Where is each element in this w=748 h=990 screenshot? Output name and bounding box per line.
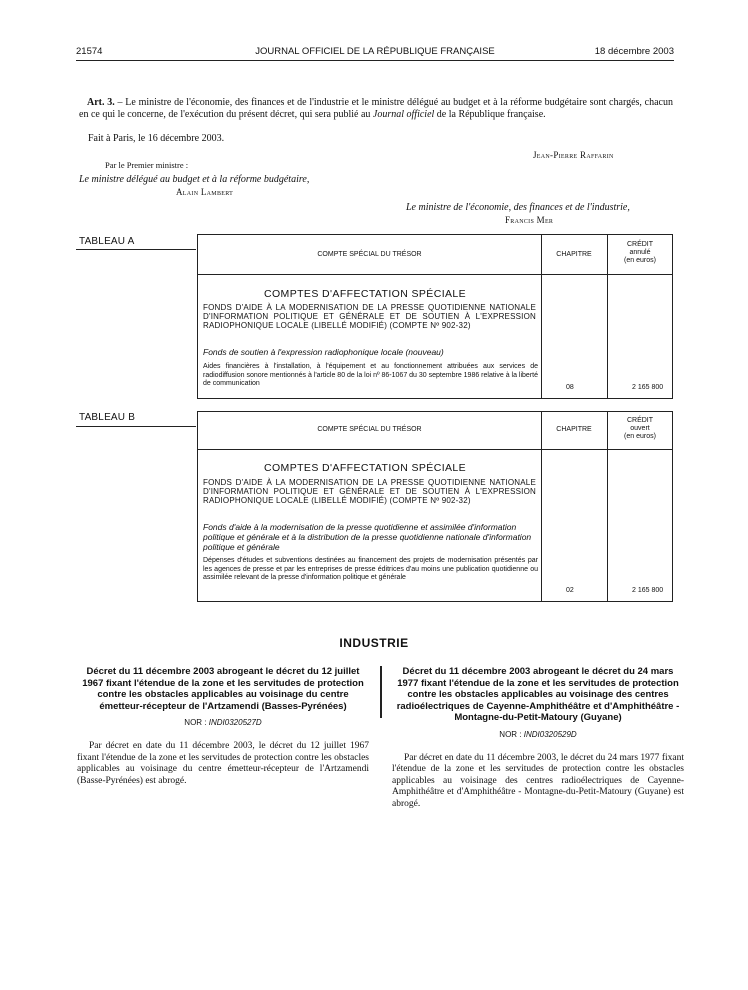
- par-le-premier-ministre: Par le Premier ministre :: [105, 160, 189, 170]
- tableau-a: [197, 234, 673, 399]
- article-3: [79, 97, 673, 121]
- chapitre-value: 02: [566, 587, 574, 594]
- article-number: Art. 3.: [87, 97, 115, 108]
- decret-body: Par décret en date du 11 décembre 2003, le décret du 12 juillet 1967 fixant l'étendue de la zone et les servitudes de protection contre les obstacles applicables au voisinage du centre émetteur-récepteur de l'Artzamendi (Basse-Pyrénées) est abrogé.: [77, 741, 369, 786]
- signature-economie: Francis Mer: [505, 215, 554, 225]
- tableau-a-label: TABLEAU A: [79, 236, 135, 247]
- signature-budget: Alain Lambert: [176, 187, 234, 197]
- header-compte: COMPTE SPÉCIAL DU TRÉSOR: [317, 426, 422, 433]
- tableau-b: [197, 411, 673, 602]
- aide-text: Dépenses d'études et subventions destinées au financement des projets de modernisation présentés par les agences de presse et par les entreprises de presse éditrices d'au moins une publication quotidienne ou assimilée relevant de la presse d'information politique et générale: [203, 557, 538, 581]
- fonds-italic: Fonds de soutien à l'expression radiophonique locale (nouveau): [203, 347, 444, 357]
- article-text-end: de la République française.: [434, 109, 546, 120]
- section-title: COMPTES D'AFFECTATION SPÉCIALE: [264, 288, 467, 300]
- page-header: [76, 46, 674, 60]
- section-industrie: INDUSTRIE: [339, 636, 409, 650]
- chapitre-value: 08: [566, 384, 574, 391]
- decret-title: Décret du 11 décembre 2003 abrogeant le décret du 24 mars 1977 fixant l'étendue de la zone et les servitudes de protection contre les obstacles applicables au voisinage des centres radioélectriques de Cayenne-Amphithéâtre et d'Amphithéâtre - Montagne-du-Petit-Matoury (Guyane): [396, 666, 680, 723]
- nor-reference: NOR : INDI0320529D: [499, 729, 577, 739]
- header-credit: CRÉDIT annulé (en euros): [624, 241, 656, 264]
- header-rule: [76, 60, 674, 61]
- ministre-budget-title: Le ministre délégué au budget et à la réforme budgétaire,: [79, 174, 310, 185]
- journal-title: JOURNAL OFFICIEL DE LA RÉPUBLIQUE FRANÇAISE: [255, 46, 495, 57]
- fait-a-paris: Fait à Paris, le 16 décembre 2003.: [88, 133, 225, 144]
- fonds-text: FONDS D'AIDE À LA MODERNISATION DE LA PRESSE QUOTIDIENNE NATIONALE D'INFORMATION POLITIQUE ET GÉNÉRALE ET DE SOUTIEN À L'EXPRESSION RADIOPHONIQUE LOCALE (LIBELLÉ MODIFIÉ) (COMPTE Nº 902-32): [203, 303, 536, 330]
- issue-date: 18 décembre 2003: [594, 46, 674, 57]
- decret-cayenne: [392, 666, 684, 810]
- credit-value: 2 165 800: [632, 384, 664, 391]
- tableau-b-label: TABLEAU B: [79, 412, 136, 423]
- fonds-italic: Fonds d'aide à la modernisation de la presse quotidienne et assimilée d'information politique et générale et à la distribution de la presse quotidienne nationale d'information politique et générale: [203, 522, 532, 552]
- decret-title: Décret du 11 décembre 2003 abrogeant le décret du 12 juillet 1967 fixant l'étendue de la zone et les servitudes de protection contre les obstacles applicables au voisinage du centre émetteur-récepteur de l'Artzamendi (Basses-Pyrénées): [82, 666, 364, 712]
- article-text: – Le ministre de l'économie, des finances et de l'industrie et le ministre délégué au budget et à la réforme budgétaire sont chargés, chacun en ce qui le concerne, de l'exécution du présent décret, qui sera publié au: [79, 97, 673, 120]
- section-title: COMPTES D'AFFECTATION SPÉCIALE: [264, 462, 467, 474]
- column-rule: [380, 666, 382, 718]
- header-chapitre: CHAPITRE: [556, 251, 592, 258]
- aide-text: Aides financières à l'installation, à l'équipement et au fonctionnement attribuées aux services de radiodiffusion sonore mentionnés à l'article 80 de la loi nº 86-1067 du 30 septembre 1986 relative à la liberté de communication: [203, 363, 538, 387]
- header-compte: COMPTE SPÉCIAL DU TRÉSOR: [317, 251, 422, 258]
- page-number: 21574: [76, 46, 103, 57]
- tableau-b-rule: [76, 426, 196, 427]
- header-chapitre: CHAPITRE: [556, 426, 592, 433]
- tableau-a-rule: [76, 249, 196, 250]
- nor-reference: NOR : INDI0320527D: [184, 718, 262, 727]
- decret-body: Par décret en date du 11 décembre 2003, le décret du 24 mars 1977 fixant l'étendue de la zone et les servitudes de protection contre les obstacles applicables au voisinage des centres radioélectriques de Cayenne-Amphithéâtre et d'Amphithéâtre - Montagne-du-Petit-Matoury (Guyane) est abrogé.: [392, 752, 684, 809]
- header-credit: CRÉDIT ouvert (en euros): [624, 417, 656, 440]
- fonds-text: FONDS D'AIDE À LA MODERNISATION DE LA PRESSE QUOTIDIENNE NATIONALE D'INFORMATION POLITIQUE ET GÉNÉRALE ET DE SOUTIEN À L'EXPRESSION RADIOPHONIQUE LOCALE (LIBELLÉ MODIFIÉ) (COMPTE Nº 902-32): [203, 478, 536, 505]
- decret-artzamendi: [77, 666, 369, 787]
- article-journal: Journal officiel: [372, 109, 435, 120]
- ministre-economie-title: Le ministre de l'économie, des finances et de l'industrie,: [406, 202, 630, 213]
- credit-value: 2 165 800: [632, 587, 664, 594]
- signature-premier-ministre: Jean-Pierre Raffarin: [533, 150, 614, 160]
